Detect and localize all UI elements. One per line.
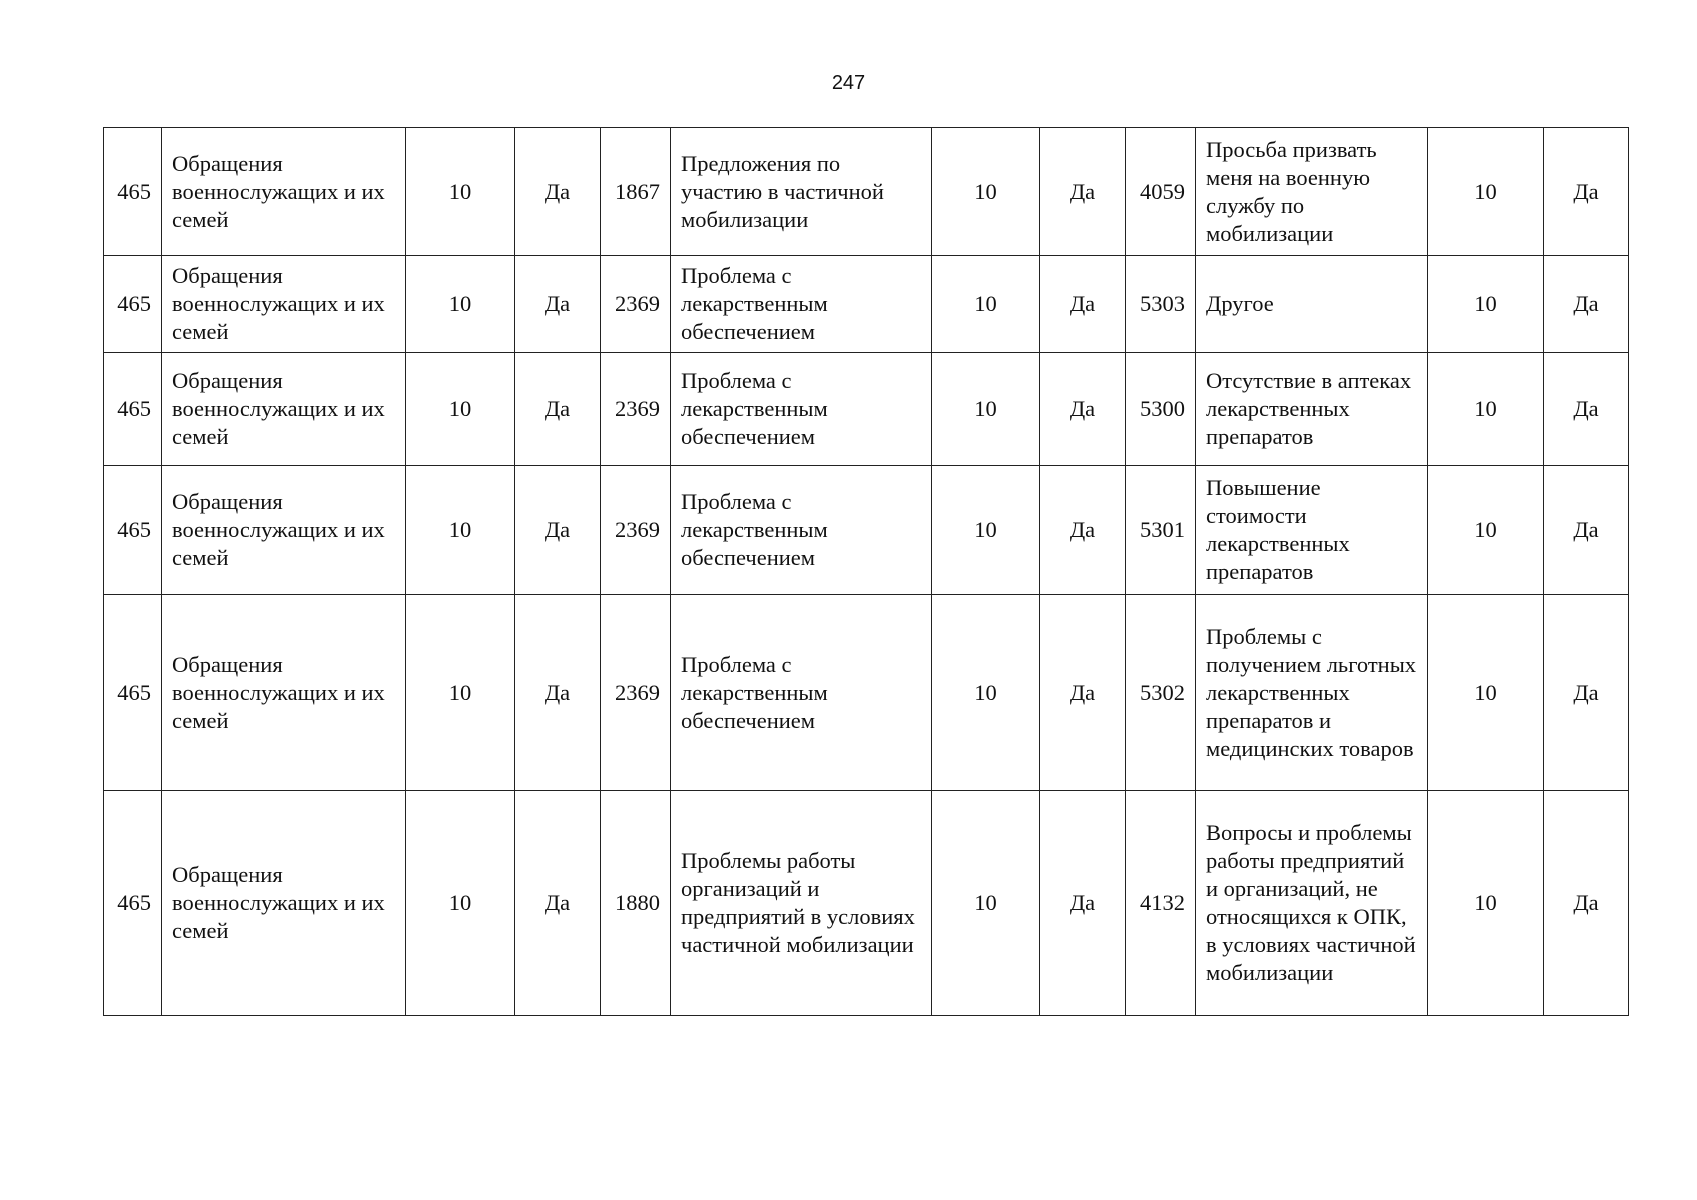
topic-name-cell: Проблема с лекарственным обеспечением — [671, 466, 932, 595]
topic-name-cell: Проблема с лекарственным обеспечением — [671, 256, 932, 353]
section-flag-cell: Да — [515, 353, 601, 466]
topic-flag-cell: Да — [1040, 353, 1126, 466]
section-flag-cell: Да — [515, 791, 601, 1016]
question-code-cell: 5302 — [1126, 595, 1196, 791]
topic-value-cell: 10 — [932, 466, 1040, 595]
topic-name-cell: Предложения по участию в частичной мобилизации — [671, 128, 932, 256]
section-name-cell: Обращения военнослужащих и их семей — [162, 353, 406, 466]
section-value-cell: 10 — [406, 256, 515, 353]
question-name-cell: Просьба призвать меня на военную службу по мобилизации — [1196, 128, 1428, 256]
page-number: 247 — [831, 72, 866, 94]
section-value-cell: 10 — [406, 595, 515, 791]
question-flag-cell: Да — [1544, 128, 1629, 256]
topic-code-cell: 2369 — [601, 595, 671, 791]
topic-code-cell: 2369 — [601, 466, 671, 595]
section-name-cell: Обращения военнослужащих и их семей — [162, 128, 406, 256]
section-code-cell: 465 — [104, 128, 162, 256]
section-code-cell: 465 — [104, 466, 162, 595]
table-row — [104, 353, 1629, 466]
topic-name-cell: Проблема с лекарственным обеспечением — [671, 595, 932, 791]
question-flag-cell: Да — [1544, 595, 1629, 791]
classification-table — [103, 127, 1629, 1016]
topic-flag-cell: Да — [1040, 128, 1126, 256]
section-code-cell: 465 — [104, 595, 162, 791]
topic-name-cell: Проблема с лекарственным обеспечением — [671, 353, 932, 466]
question-value-cell: 10 — [1428, 595, 1544, 791]
section-name-cell: Обращения военнослужащих и их семей — [162, 466, 406, 595]
section-name-cell: Обращения военнослужащих и их семей — [162, 256, 406, 353]
question-value-cell: 10 — [1428, 791, 1544, 1016]
question-name-cell: Проблемы с получением льготных лекарственных препаратов и медицинских товаров — [1196, 595, 1428, 791]
topic-flag-cell: Да — [1040, 256, 1126, 353]
question-name-cell: Отсутствие в аптеках лекарственных препаратов — [1196, 353, 1428, 466]
section-code-cell: 465 — [104, 353, 162, 466]
section-value-cell: 10 — [406, 128, 515, 256]
topic-value-cell: 10 — [932, 353, 1040, 466]
topic-code-cell: 2369 — [601, 256, 671, 353]
question-flag-cell: Да — [1544, 791, 1629, 1016]
topic-value-cell: 10 — [932, 256, 1040, 353]
topic-code-cell: 2369 — [601, 353, 671, 466]
section-value-cell: 10 — [406, 791, 515, 1016]
question-name-cell: Повышение стоимости лекарственных препаратов — [1196, 466, 1428, 595]
topic-code-cell: 1880 — [601, 791, 671, 1016]
section-flag-cell: Да — [515, 128, 601, 256]
table-row — [104, 791, 1629, 1016]
topic-code-cell: 1867 — [601, 128, 671, 256]
topic-name-cell: Проблемы работы организаций и предприятий в условиях частичной мобилизации — [671, 791, 932, 1016]
section-flag-cell: Да — [515, 256, 601, 353]
section-name-cell: Обращения военнослужащих и их семей — [162, 791, 406, 1016]
question-name-cell: Вопросы и проблемы работы предприятий и организаций, не относящихся к ОПК, в условиях частичной мобилизации — [1196, 791, 1428, 1016]
table-row — [104, 128, 1629, 256]
question-code-cell: 4059 — [1126, 128, 1196, 256]
section-code-cell: 465 — [104, 256, 162, 353]
question-value-cell: 10 — [1428, 353, 1544, 466]
topic-flag-cell: Да — [1040, 595, 1126, 791]
table-row — [104, 595, 1629, 791]
question-flag-cell: Да — [1544, 256, 1629, 353]
question-flag-cell: Да — [1544, 353, 1629, 466]
question-code-cell: 5300 — [1126, 353, 1196, 466]
section-value-cell: 10 — [406, 353, 515, 466]
section-value-cell: 10 — [406, 466, 515, 595]
section-flag-cell: Да — [515, 466, 601, 595]
question-code-cell: 5301 — [1126, 466, 1196, 595]
question-code-cell: 4132 — [1126, 791, 1196, 1016]
table-row — [104, 466, 1629, 595]
question-code-cell: 5303 — [1126, 256, 1196, 353]
question-flag-cell: Да — [1544, 466, 1629, 595]
question-name-cell: Другое — [1196, 256, 1428, 353]
question-value-cell: 10 — [1428, 466, 1544, 595]
question-value-cell: 10 — [1428, 256, 1544, 353]
section-name-cell: Обращения военнослужащих и их семей — [162, 595, 406, 791]
topic-flag-cell: Да — [1040, 791, 1126, 1016]
topic-value-cell: 10 — [932, 128, 1040, 256]
topic-flag-cell: Да — [1040, 466, 1126, 595]
table-row — [104, 256, 1629, 353]
question-value-cell: 10 — [1428, 128, 1544, 256]
topic-value-cell: 10 — [932, 791, 1040, 1016]
section-flag-cell: Да — [515, 595, 601, 791]
topic-value-cell: 10 — [932, 595, 1040, 791]
section-code-cell: 465 — [104, 791, 162, 1016]
